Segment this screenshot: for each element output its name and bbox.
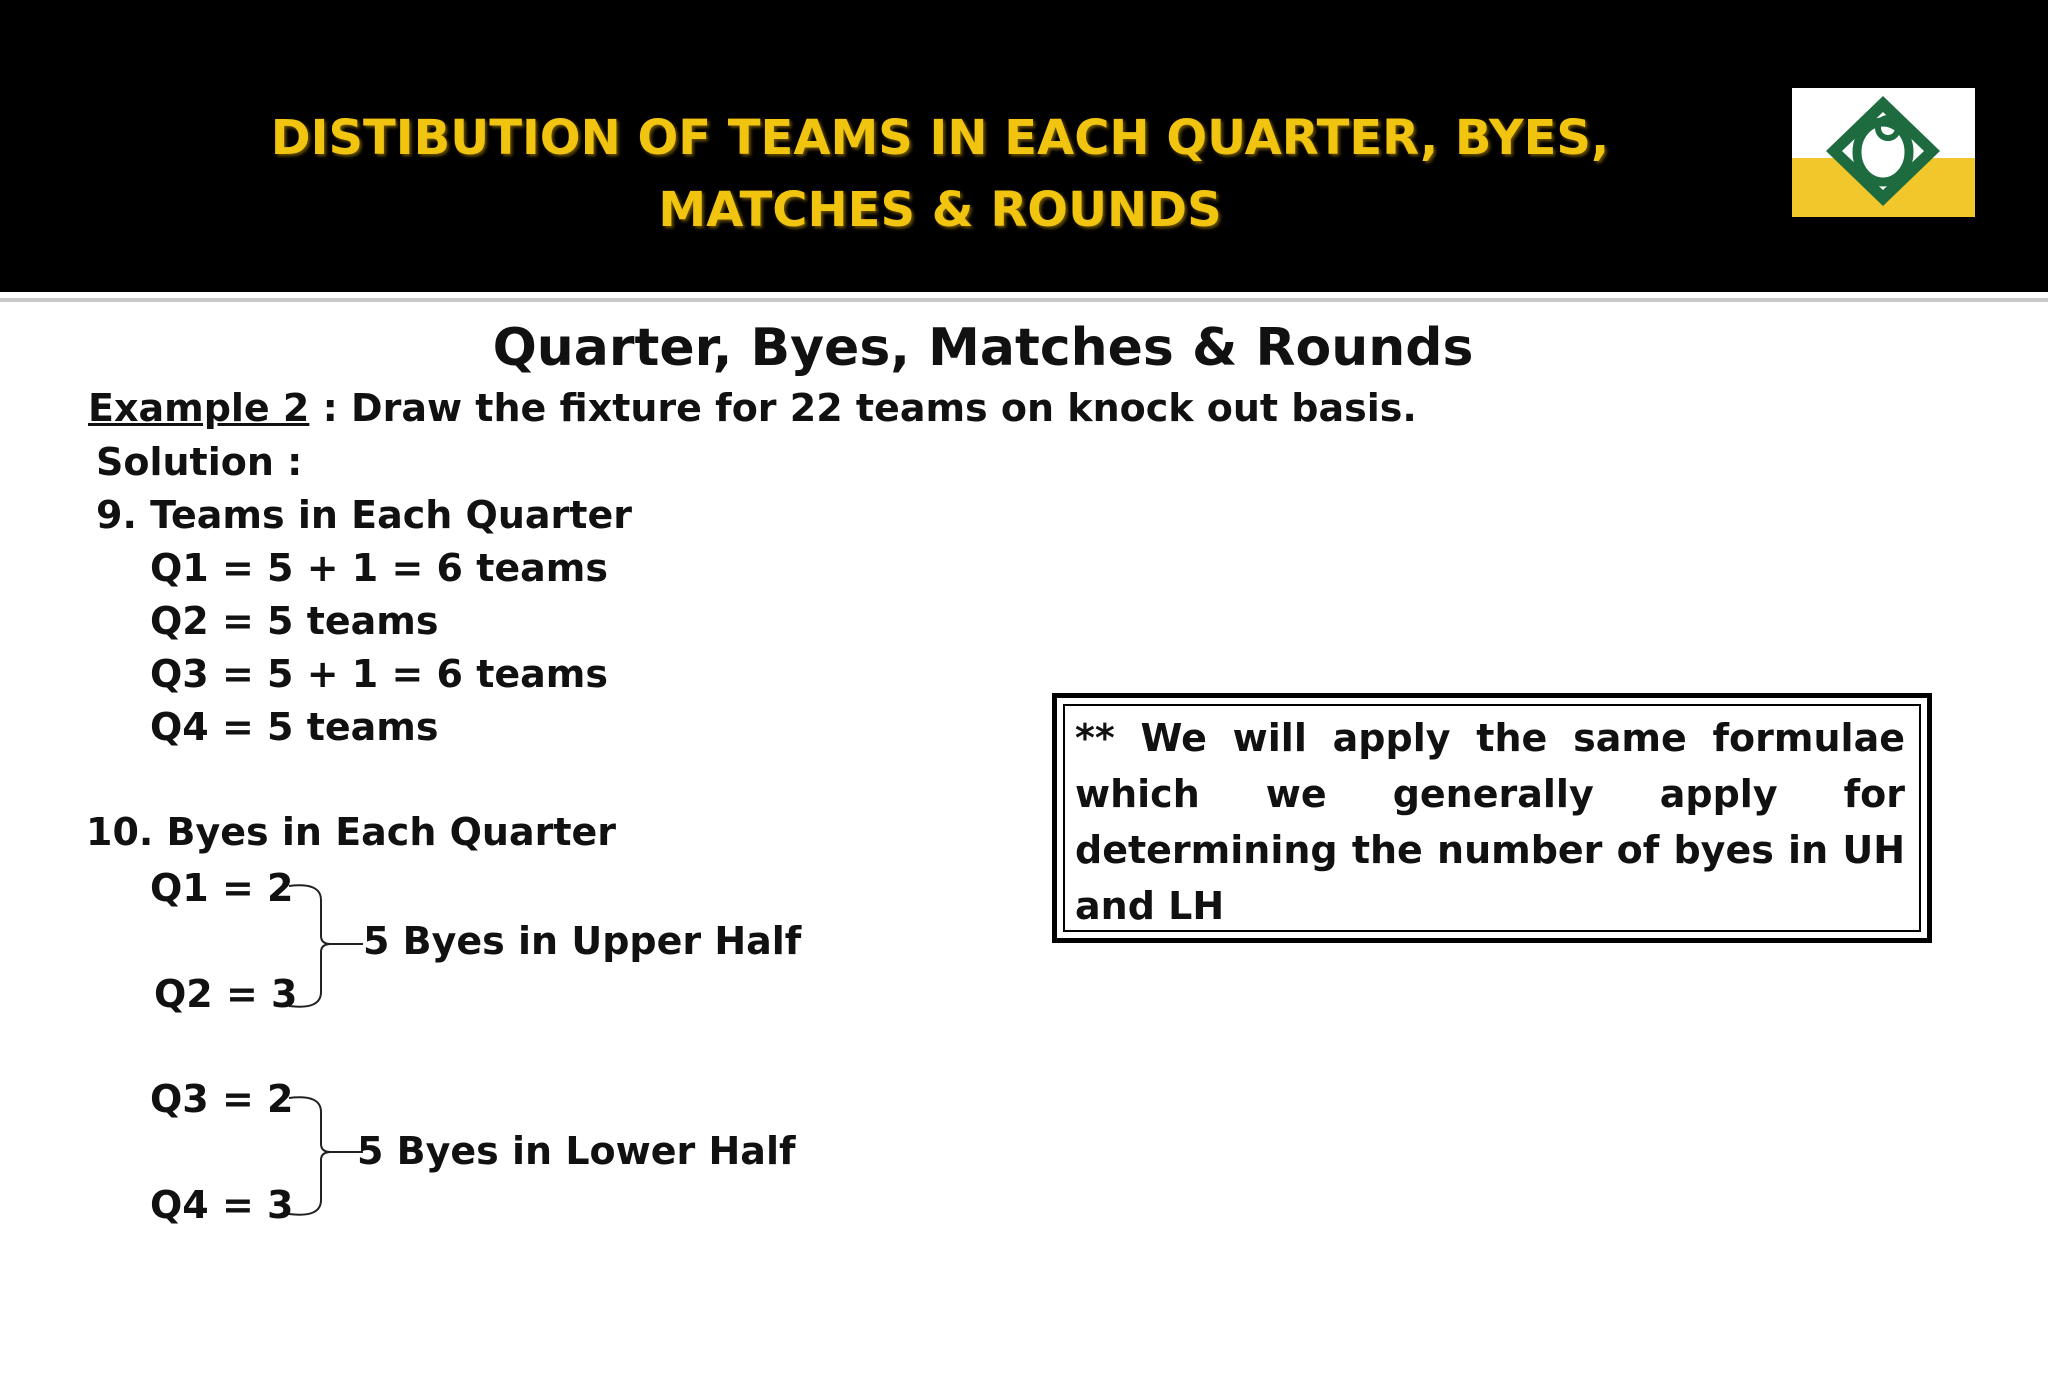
byes-q2: Q2 = 3 — [154, 972, 298, 1016]
note-box — [1052, 693, 1932, 943]
solution-label: Solution : — [96, 440, 303, 484]
lower-half-brace — [285, 1092, 365, 1222]
example-text: : Draw the fixture for 22 teams on knock out basis. — [309, 386, 1417, 430]
byes-q4: Q4 = 3 — [150, 1183, 294, 1227]
upper-half-brace — [285, 880, 365, 1015]
upper-half-label: 5 Byes in Upper Half — [363, 919, 802, 963]
section9-heading: 9. Teams in Each Quarter — [96, 493, 632, 537]
slide-title — [240, 102, 1640, 246]
slide-title-line1: DISTIBUTION OF TEAMS IN EACH QUARTER, BYES, — [270, 110, 1610, 166]
example-label: Example 2 — [88, 386, 310, 430]
lower-half-label: 5 Byes in Lower Half — [357, 1129, 796, 1173]
section10-heading: 10. Byes in Each Quarter — [86, 810, 617, 854]
note-text: ** We will apply the same formulae which we generally apply for determining the number of byes in UH and LH — [1075, 716, 1905, 928]
green-emblem-icon — [1792, 88, 1975, 217]
byes-q3: Q3 = 2 — [150, 1077, 294, 1121]
slide-title-line2: MATCHES & ROUNDS — [658, 182, 1222, 238]
teams-q2: Q2 = 5 teams — [150, 599, 439, 643]
teams-q1: Q1 = 5 + 1 = 6 teams — [150, 546, 608, 590]
header-divider — [0, 298, 2048, 302]
teams-q3: Q3 = 5 + 1 = 6 teams — [150, 652, 608, 696]
teams-q4: Q4 = 5 teams — [150, 705, 439, 749]
slide-subtitle: Quarter, Byes, Matches & Rounds — [492, 318, 1474, 378]
example-line — [88, 386, 1417, 430]
byes-q1: Q1 = 2 — [150, 866, 294, 910]
